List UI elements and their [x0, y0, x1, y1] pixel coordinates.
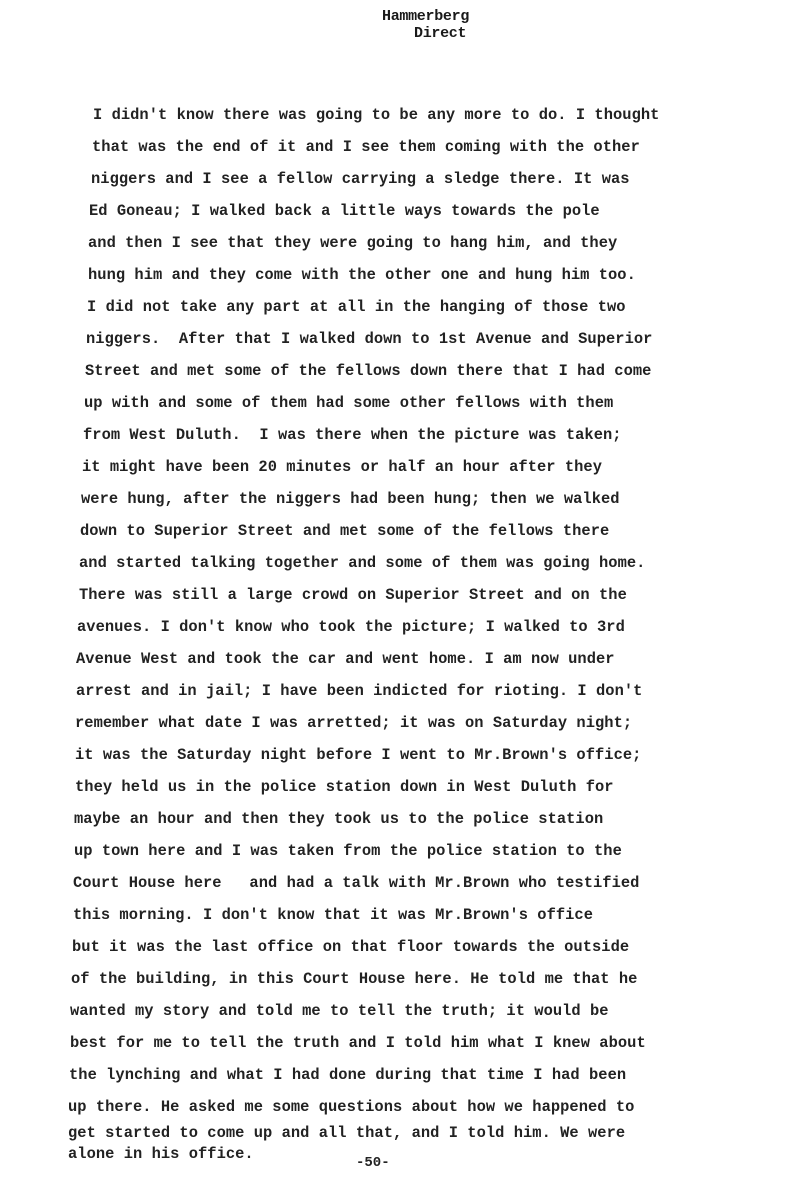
text-line: it was the Saturday night before I went to Mr.Brown's office;: [75, 746, 642, 764]
text-line: Street and met some of the fellows down there that I had come: [85, 362, 652, 380]
text-line: and started talking together and some of them was going home.: [79, 554, 646, 572]
text-line: niggers and I see a fellow carrying a sledge there. It was: [91, 170, 630, 188]
text-line: I did not take any part at all in the hanging of those two: [87, 298, 626, 316]
text-line: hung him and they come with the other one and hung him too.: [88, 266, 636, 284]
text-line: it might have been 20 minutes or half an hour after they: [82, 458, 603, 476]
text-line: and then I see that they were going to hang him, and they: [88, 234, 618, 252]
text-line: remember what date I was arretted; it was on Saturday night;: [75, 714, 633, 732]
text-line: they held us in the police station down in West Duluth for: [75, 778, 614, 796]
text-line: niggers. After that I walked down to 1st Avenue and Superior: [86, 330, 653, 348]
text-line: arrest and in jail; I have been indicted for rioting. I don't: [76, 682, 643, 700]
text-line: down to Superior Street and met some of the fellows there: [80, 522, 610, 540]
witness-name: Hammerberg: [382, 8, 470, 25]
text-line: up town here and I was taken from the police station to the: [74, 842, 622, 860]
text-line: wanted my story and told me to tell the truth; it would be: [70, 1002, 609, 1020]
text-line: but it was the last office on that floor towards the outside: [72, 938, 630, 956]
text-line: from West Duluth. I was there when the picture was taken;: [83, 426, 622, 444]
page-header: [382, 8, 469, 42]
text-line: up there. He asked me some questions about how we happened to: [68, 1098, 635, 1116]
examination-type: Direct: [414, 25, 467, 42]
page-number: -50-: [356, 1155, 390, 1171]
text-line: the lynching and what I had done during that time I had been: [69, 1066, 627, 1084]
text-line: of the building, in this Court House here. He told me that he: [71, 970, 638, 988]
text-line: There was still a large crowd on Superior Street and on the: [79, 586, 627, 604]
text-line: avenues. I don't know who took the picture; I walked to 3rd: [77, 618, 625, 636]
text-line: best for me to tell the truth and I told him what I knew about: [70, 1034, 646, 1052]
text-line: alone in his office.: [68, 1145, 254, 1163]
text-line: were hung, after the niggers had been hung; then we walked: [81, 490, 620, 508]
text-line: Ed Goneau; I walked back a little ways towards the pole: [89, 202, 600, 220]
text-line: Court House here and had a talk with Mr.Brown who testified: [73, 874, 640, 892]
text-line: Avenue West and took the car and went home. I am now under: [76, 650, 615, 668]
text-line: maybe an hour and then they took us to the police station: [74, 810, 604, 828]
text-line: get started to come up and all that, and I told him. We were: [68, 1124, 626, 1142]
text-line: this morning. I don't know that it was Mr.Brown's office: [73, 906, 594, 924]
text-line: that was the end of it and I see them coming with the other: [92, 138, 640, 156]
text-line: I didn't know there was going to be any more to do. I thought: [93, 106, 660, 124]
text-line: up with and some of them had some other fellows with them: [84, 394, 614, 412]
